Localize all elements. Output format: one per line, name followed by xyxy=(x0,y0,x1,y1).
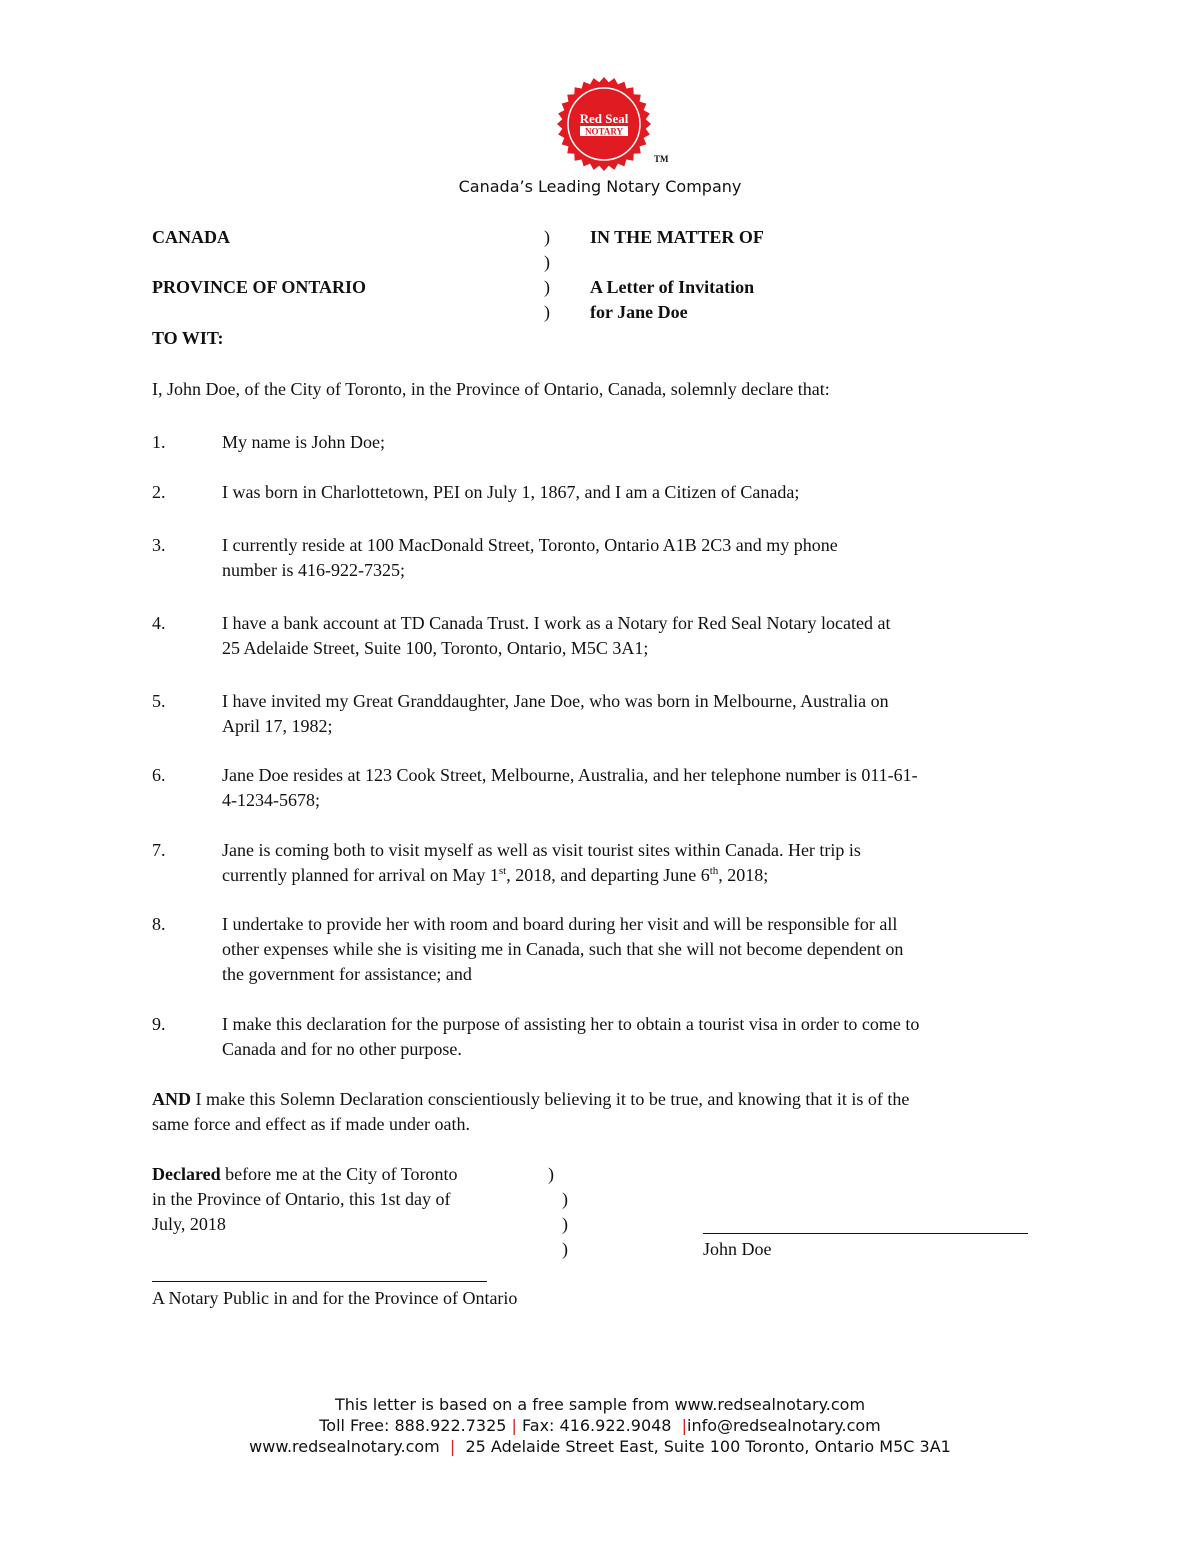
trademark-mark: TM xyxy=(654,154,669,164)
item-text: I was born in Charlottetown, PEI on July 1, 1867, and I am a Citizen of Canada; xyxy=(222,482,800,502)
item-number: 3. xyxy=(152,535,166,555)
footer-contact xyxy=(0,1415,1200,1436)
footer xyxy=(0,1394,1200,1457)
item-text: My name is John Doe; xyxy=(222,432,385,452)
item-number: 6. xyxy=(152,765,166,785)
item-number: 9. xyxy=(152,1014,166,1034)
tagline: Canada’s Leading Notary Company xyxy=(458,177,742,196)
caption-paren: ) xyxy=(544,252,550,272)
footer-separator: | xyxy=(449,1437,456,1456)
item-number: 1. xyxy=(152,432,166,452)
footer-address: 25 Adelaide Street East, Suite 100 Toronto, Ontario M5C 3A1 xyxy=(465,1437,951,1456)
footer-address-line xyxy=(0,1436,1200,1457)
caption-province: PROVINCE OF ONTARIO xyxy=(152,277,367,297)
declared-paren: ) xyxy=(562,1189,568,1209)
item-text: I have invited my Great Granddaughter, Jane Doe, who was born in Melbourne, Australia on April 17, 1982; xyxy=(222,691,889,736)
footer-website[interactable]: www.redsealnotary.com xyxy=(249,1437,440,1456)
item-number: 8. xyxy=(152,914,166,934)
logo-text-2: NOTARY xyxy=(584,126,624,137)
item-text: I currently reside at 100 MacDonald Street, Toronto, Ontario A1B 2C3 and my phone number is 416-922-7325; xyxy=(222,535,838,580)
caption-paren: ) xyxy=(544,302,550,322)
footer-fax: Fax: 416.922.9048 xyxy=(522,1416,672,1435)
notary-signature-line xyxy=(152,1281,487,1282)
item-number: 4. xyxy=(152,613,166,633)
caption-letter-title: A Letter of Invitation xyxy=(590,277,755,297)
item-text: Jane Doe resides at 123 Cook Street, Melbourne, Australia, and her telephone number is 011-61- 4-1234-5678; xyxy=(222,765,918,810)
logo-text-1: Red Seal xyxy=(579,111,629,126)
closing-statement: AND I make this Solemn Declaration conscientiously believing it to be true, and knowing that it is of the same force and effect as if made under oath. xyxy=(152,1089,910,1134)
item-text: I have a bank account at TD Canada Trust. I work as a Notary for Red Seal Notary located at 25 Adelaide Street, Suite 100, Toronto, Ontario, M5C 3A1; xyxy=(222,613,891,658)
item-number: 7. xyxy=(152,840,166,860)
footer-toll-free: Toll Free: 888.922.7325 xyxy=(319,1416,507,1435)
declaration-intro: I, John Doe, of the City of Toronto, in the Province of Ontario, Canada, solemnly declare that: xyxy=(152,379,830,399)
caption-to-wit: TO WIT: xyxy=(152,328,224,348)
declared-paren: ) xyxy=(548,1164,554,1184)
red-seal-logo xyxy=(556,76,652,172)
caption-paren: ) xyxy=(544,227,550,247)
declared-paren: ) xyxy=(562,1239,568,1259)
declared-block: Declared before me at the City of Toronto in the Province of Ontario, this 1st day of July, 2018 xyxy=(152,1164,458,1234)
item-number: 5. xyxy=(152,691,166,711)
declarant-name: John Doe xyxy=(703,1239,772,1259)
footer-separator: | xyxy=(511,1416,517,1435)
caption-paren: ) xyxy=(544,277,550,297)
footer-email[interactable]: info@redsealnotary.com xyxy=(687,1416,881,1435)
caption-for-name: for Jane Doe xyxy=(590,302,688,322)
caption-matter: IN THE MATTER OF xyxy=(590,227,764,247)
item-text: Jane is coming both to visit myself as well as visit tourist sites within Canada. Her trip is currently planned for arrival on May 1st, 2018, and departing June 6th, 2018; xyxy=(222,840,861,885)
item-number: 2. xyxy=(152,482,166,502)
declarant-signature-line xyxy=(703,1233,1028,1234)
item-text: I undertake to provide her with room and board during her visit and will be responsible for all other expenses while she is visiting me in Canada, such that she will not become dependent on the government for assistance; and xyxy=(222,914,904,984)
footer-separator: | xyxy=(681,1416,688,1435)
notary-caption: A Notary Public in and for the Province of Ontario xyxy=(152,1288,518,1308)
caption-canada: CANADA xyxy=(152,227,230,247)
item-text: I make this declaration for the purpose of assisting her to obtain a tourist visa in order to come to Canada and for no other purpose. xyxy=(222,1014,920,1059)
footer-sample-note: This letter is based on a free sample from www.redsealnotary.com xyxy=(334,1395,866,1414)
declared-paren: ) xyxy=(562,1214,568,1234)
